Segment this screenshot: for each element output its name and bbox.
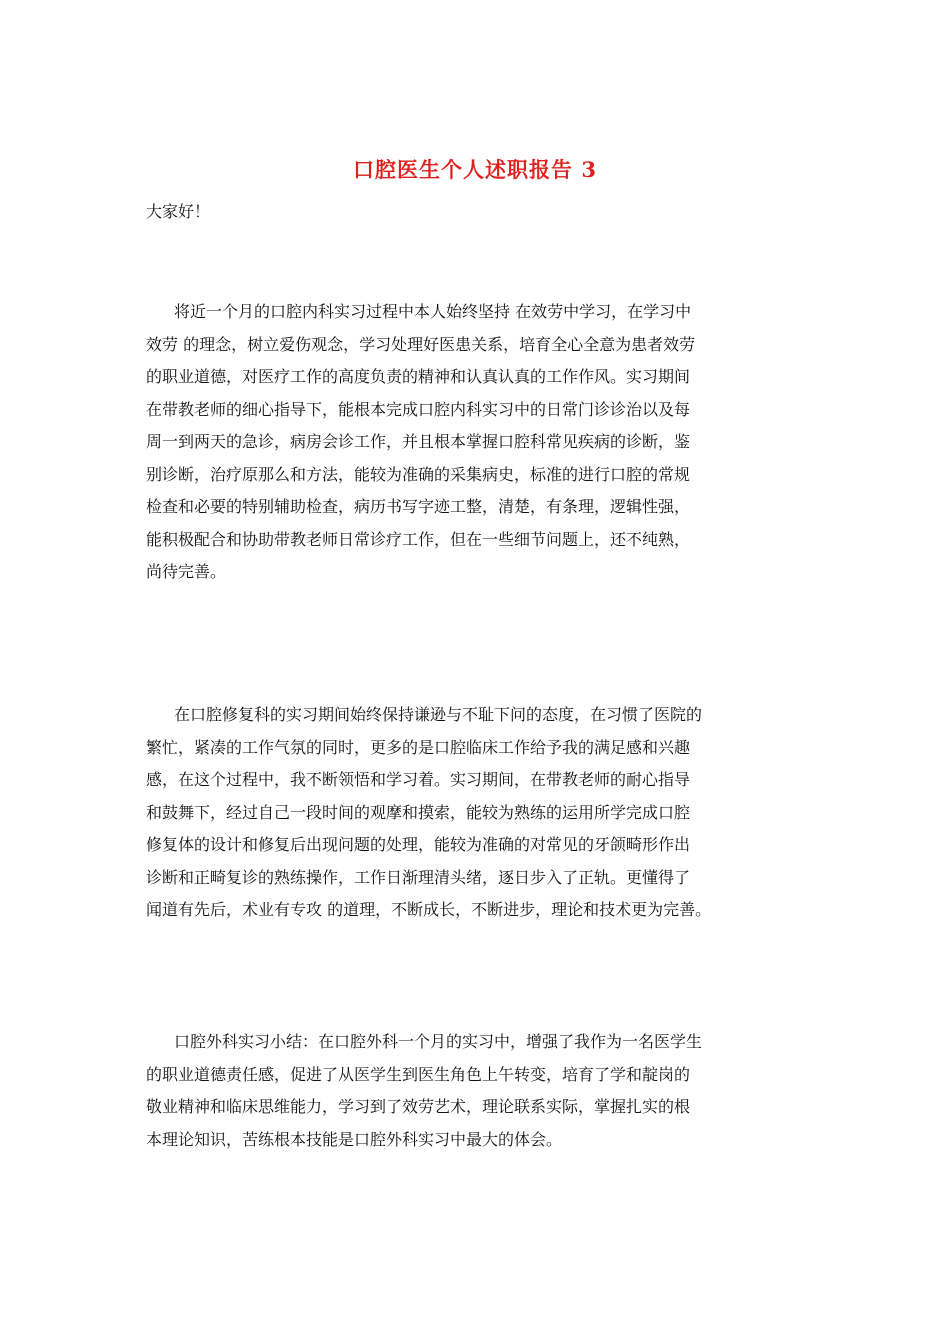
paragraph-line: 修复体的设计和修复后出现问题的处理，能较为准确的对常见的牙颌畸形作出 xyxy=(146,835,691,854)
paragraph-line: 效劳 的理念，树立爱伤观念，学习处理好医患关系，培育全心全意为患者效劳 xyxy=(146,334,696,354)
paragraph-oral-surgery xyxy=(146,1026,826,1156)
paragraph-line: 诊断和正畸复诊的熟练操作，工作日渐理清头绪，逐日步入了正轨。更懂得了 xyxy=(146,867,691,887)
paragraph-line: 在带教老师的细心指导下，能根本完成口腔内科实习中的日常门诊诊治以及每 xyxy=(146,399,691,419)
paragraph-line: 敬业精神和临床思维能力，学习到了效劳艺术，理论联系实际，掌握扎实的根 xyxy=(146,1097,691,1116)
paragraph-line: 的职业道德责任感，促进了从医学生到医生角色上午转变，培育了学和靛岗的 xyxy=(146,1064,691,1084)
paragraph-line: 尚待完善。 xyxy=(146,562,227,581)
document-title: 口腔医生个人述职报告 3 xyxy=(353,157,597,182)
paragraph-line: 能积极配合和协助带教老师日常诊疗工作，但在一些细节问题上，还不纯熟， xyxy=(146,529,691,549)
paragraph-line: 闻道有先后，术业有专攻 的道理，不断成长，不断进步，理论和技术更为完善。 xyxy=(146,900,712,919)
paragraph-line: 在口腔修复科的实习期间始终保持谦逊与不耻下问的态度，在习惯了医院的 xyxy=(174,705,703,724)
paragraph-line: 感，在这个过程中，我不断领悟和学习着。实习期间，在带教老师的耐心指导 xyxy=(146,770,691,789)
paragraph-line: 口腔外科实习小结：在口腔外科一个月的实习中，增强了我作为一名医学生 xyxy=(174,1032,703,1051)
paragraph-line: 本理论知识，苦练根本技能是口腔外科实习中最大的体会。 xyxy=(146,1129,563,1149)
paragraph-line: 和鼓舞下，经过自己一段时间的观摩和摸索，能较为熟练的运用所学完成口腔 xyxy=(146,802,691,822)
paragraph-line: 将近一个月的口腔内科实习过程中本人始终坚持 在效劳中学习，在学习中 xyxy=(174,302,692,321)
paragraph-line: 别诊断，治疗原那么和方法，能较为准确的采集病史，标准的进行口腔的常规 xyxy=(146,464,691,484)
greeting-text: 大家好！ xyxy=(146,202,211,221)
paragraph-line: 检查和必要的特别辅助检查，病历书写字迹工整，清楚，有条理，逻辑性强， xyxy=(146,497,691,516)
paragraph-prosthodontics xyxy=(146,699,826,927)
paragraph-internal-medicine xyxy=(146,296,826,589)
paragraph-line: 的职业道德，对医疗工作的高度负责的精神和认真认真的工作作风。实习期间 xyxy=(146,367,691,386)
paragraph-line: 周一到两天的急诊，病房会诊工作，并且根本掌握口腔科常见疾病的诊断，鉴 xyxy=(146,432,691,451)
paragraph-line: 繁忙，紧凑的工作气氛的同时，更多的是口腔临床工作给予我的满足感和兴趣 xyxy=(146,737,691,757)
